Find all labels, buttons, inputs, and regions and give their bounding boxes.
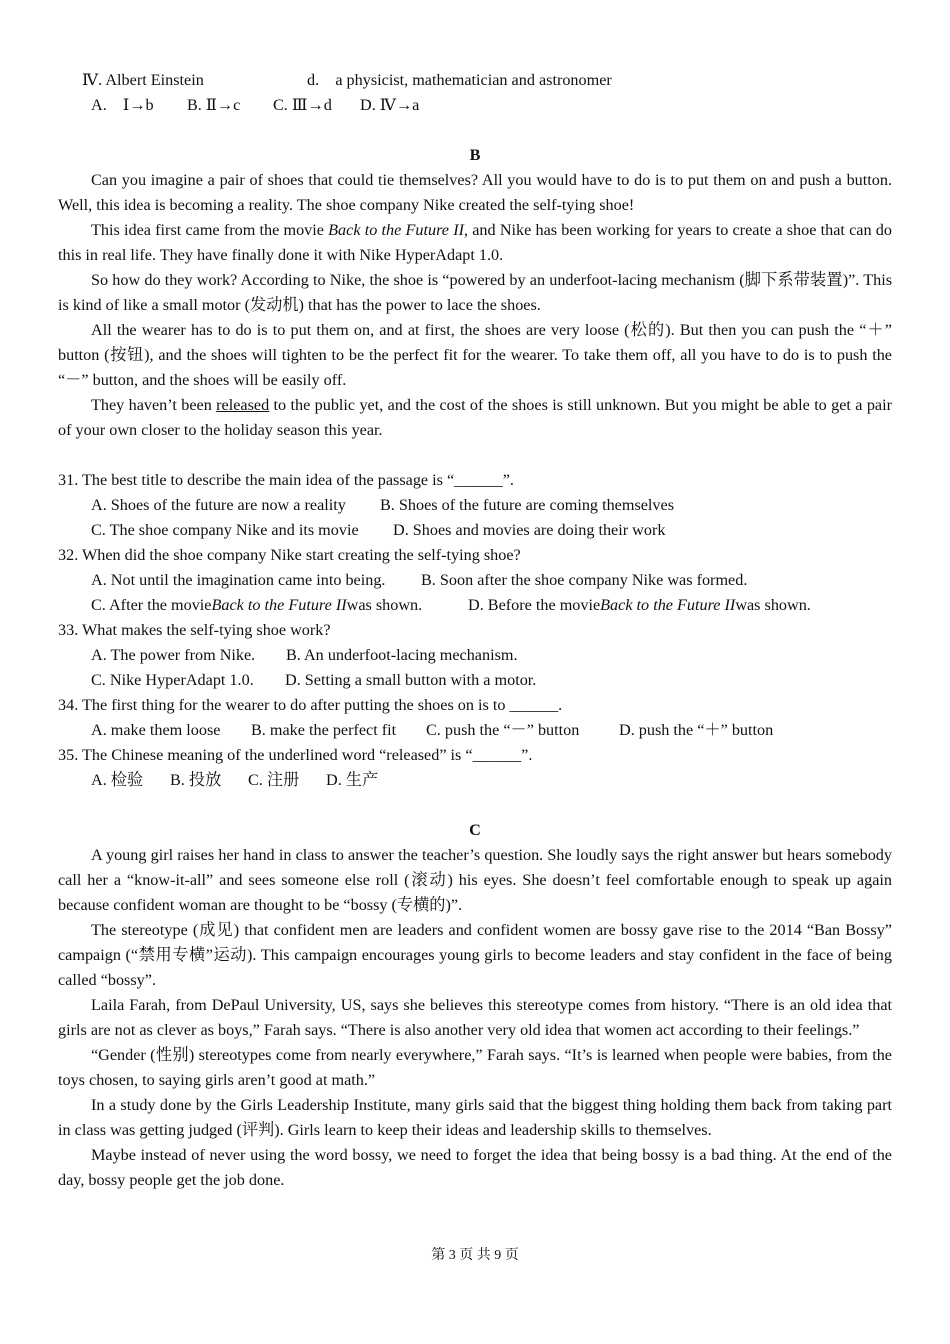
option-c: C. Ⅲ→d	[273, 96, 332, 114]
matching-row	[58, 68, 892, 93]
q35-option-c: C. 注册	[248, 771, 300, 789]
q31-option-a: A. Shoes of the future are now a reality	[91, 496, 346, 514]
c-paragraph-5: In a study done by the Girls Leadership Institute, many girls said that the biggest thing holding them back from taking part in class was getting judged (评判). Girls learn to keep their ideas and leadership skills to themselves.	[58, 1096, 892, 1139]
q34-option-b: B. make the perfect fit	[251, 721, 397, 739]
b-paragraph-3: So how do they work? According to Nike, the shoe is “powered by an underfoot-lacing mechanism (脚下系带装置)”. This is kind of like a small motor (发动机) that has the power to lace the shoes.	[58, 271, 892, 314]
match-right: d. a physicist, mathematician and astronomer	[307, 71, 612, 89]
question-34: 34. The first thing for the wearer to do after putting the shoes on is to ______.	[58, 696, 563, 714]
c-paragraph-1: A young girl raises her hand in class to answer the teacher’s question. She loudly says the right answer but hears somebody call her a “know-it-all” and sees someone else roll (滚动) his eyes. She doesn’t feel comfortable enough to speak up again because confident woman are thought to be “bossy (专横的)”.	[58, 846, 892, 914]
q32-option-d: D. Before the movieBack to the Future IIwas shown.	[468, 596, 811, 614]
match-left: Ⅳ. Albert Einstein	[82, 71, 204, 89]
q33-option-c: C. Nike HyperAdapt 1.0.	[91, 671, 254, 689]
option-a: A. Ⅰ→b	[91, 96, 154, 114]
movie-title: Back to the Future II	[328, 221, 464, 239]
q35-option-a: A. 检验	[91, 771, 144, 789]
q31-option-c: C. The shoe company Nike and its movie	[91, 521, 359, 539]
option-d: D. Ⅳ→a	[360, 96, 420, 114]
q34-options	[58, 718, 892, 743]
q32-options-row1	[58, 568, 892, 593]
c-paragraph-6: Maybe instead of never using the word bossy, we need to forget the idea that being bossy is a bad thing. At the end of the day, bossy people get the job done.	[58, 1146, 892, 1189]
question-31: 31. The best title to describe the main idea of the passage is “______”.	[58, 471, 514, 489]
q31-options-row1	[58, 493, 892, 518]
c-paragraph-3: Laila Farah, from DePaul University, US, says she believes this stereotype comes from history. “There is an old idea that girls are not as clever as boys,” Farah says. “There is also another very old idea that women act according to their feelings.”	[58, 996, 892, 1039]
q31-options-row2	[58, 518, 892, 543]
matching-options	[58, 93, 892, 118]
q34-option-d: D. push the “＋” button	[619, 721, 774, 739]
q32-option-b: B. Soon after the shoe company Nike was formed.	[421, 571, 748, 589]
document-page	[58, 68, 892, 1193]
option-b: B. Ⅱ→c	[187, 96, 241, 114]
section-b-heading: B	[469, 146, 481, 164]
question-35: 35. The Chinese meaning of the underlined word “released” is “______”.	[58, 746, 533, 764]
q33-option-b: B. An underfoot-lacing mechanism.	[286, 646, 518, 664]
b-paragraph-1: Can you imagine a pair of shoes that could tie themselves? All you would have to do is to put them on and push a button. Well, this idea is becoming a reality. The shoe company Nike created the self-tying shoe!	[58, 171, 892, 214]
q35-option-d: D. 生产	[326, 771, 379, 789]
q31-option-d: D. Shoes and movies are doing their work	[393, 521, 666, 539]
q32-options-row2	[58, 593, 892, 618]
q33-option-a: A. The power from Nike.	[91, 646, 256, 664]
q35-option-b: B. 投放	[170, 771, 222, 789]
section-c-heading: C	[469, 821, 481, 839]
q35-options	[58, 768, 892, 793]
q34-option-c: C. push the “－” button	[426, 721, 580, 739]
b-paragraph-2: This idea first came from the movie Back to the Future II, and Nike has been working for years to create a shoe that can do this in real life. They have finally done it with Nike HyperAdapt 1.0.	[58, 221, 892, 264]
q32-option-c: C. After the movieBack to the Future IIwas shown.	[91, 596, 423, 614]
b-paragraph-5: They haven’t been released to the public yet, and the cost of the shoes is still unknown. But you might be able to get a pair of your own closer to the holiday season this year.	[58, 396, 892, 439]
q33-option-d: D. Setting a small button with a motor.	[285, 671, 537, 689]
b-paragraph-4: All the wearer has to do is to put them on, and at first, the shoes are very loose (松的). But then you can push the “＋” button (按钮), and the shoes will tighten to be the perfect fit for the wearer. To take them off, all you have to do is to push the “－” button, and the shoes will be easily off.	[58, 321, 892, 389]
q31-option-b: B. Shoes of the future are coming themselves	[380, 496, 674, 514]
q33-options-row1	[58, 643, 892, 668]
question-32: 32. When did the shoe company Nike start creating the self-tying shoe?	[58, 546, 521, 564]
c-paragraph-2: The stereotype (成见) that confident men are leaders and confident women are bossy gave rise to the 2014 “Ban Bossy” campaign (“禁用专横”运动). This campaign encourages young girls to become leaders and stay confident in the face of being called “bossy”.	[58, 921, 892, 989]
c-paragraph-4: “Gender (性别) stereotypes come from nearly everywhere,” Farah says. “It’s is learned when people were babies, from the toys chosen, to saying girls aren’t good at math.”	[58, 1046, 892, 1089]
q32-option-a: A. Not until the imagination came into being.	[91, 571, 386, 589]
underlined-word: released	[216, 396, 270, 414]
page-footer: 第 3 页 共 9 页	[431, 1248, 519, 1263]
q33-options-row2	[58, 668, 892, 693]
q34-option-a: A. make them loose	[91, 721, 221, 739]
question-33: 33. What makes the self-tying shoe work?	[58, 621, 331, 639]
